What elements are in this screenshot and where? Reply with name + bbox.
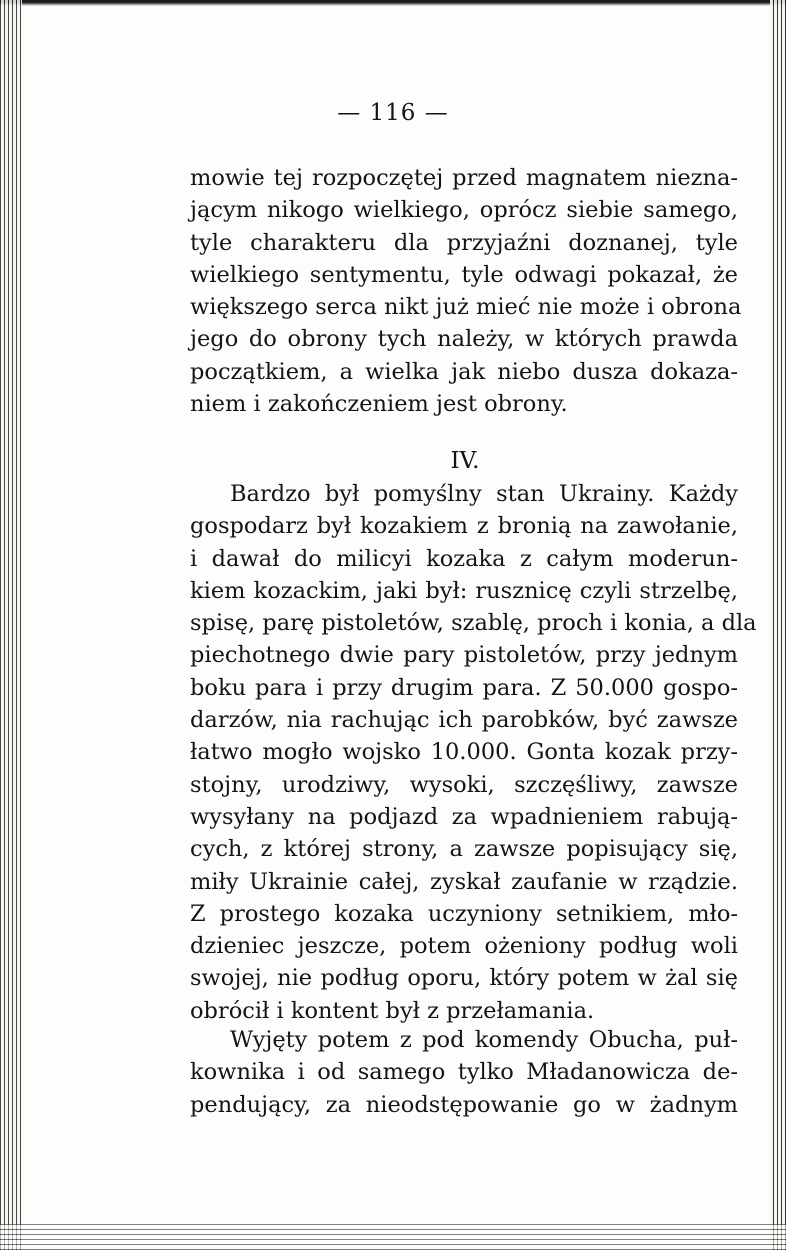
text-line: Bardzo był pomyślny stan Ukrainy. Każdy xyxy=(230,481,738,507)
section-heading: IV. xyxy=(450,448,480,474)
text-line: kownika i od samego tylko Mładanowicza de- xyxy=(190,1059,738,1086)
text-line: Wyjęty potem z pod komendy Obucha, puł- xyxy=(230,1027,738,1053)
paragraph-1 xyxy=(190,162,742,420)
text-line: wielkiego sentymentu, tyle odwagi pokazał, że xyxy=(190,261,738,288)
scan-binding-left xyxy=(0,0,22,1250)
text-line: pendujący, za nieodstępowanie go w żadnym xyxy=(190,1091,738,1118)
text-line: wysyłany na podjazd za wpadnieniem rabują- xyxy=(190,803,738,830)
text-line: darzów, nia rachując ich parobków, być zawsze xyxy=(190,707,738,734)
text-line: łatwo mogło wojsko 10.000. Gonta kozak przy- xyxy=(190,739,738,766)
scan-bottom-edge xyxy=(0,1224,786,1250)
text-line: gospodarz był kozakiem z bronią na zawołanie, xyxy=(190,513,738,540)
text-line: Z prostego kozaka uczyniony setnikiem, mło- xyxy=(190,900,738,927)
text-line: dzieniec jeszcze, potem ożeniony podług woli xyxy=(190,933,738,960)
text-line: piechotnego dwie pary pistoletów, przy jednym xyxy=(190,642,738,669)
text-line: cych, z której strony, a zawsze popisujący się, xyxy=(190,836,738,863)
text-line: spisę, parę pistoletów, szablę, proch i konia, a dla xyxy=(190,610,757,637)
text-line: większego serca nikt już mieć nie może i obrona xyxy=(190,294,742,321)
page-number: — 116 — xyxy=(337,100,449,126)
text-line: tyle charakteru dla przyjaźni doznanej, tyle xyxy=(190,229,738,256)
text-line: obrócił i kontent był z przełamania. xyxy=(190,997,595,1024)
scan-top-edge xyxy=(0,0,786,6)
text-line: miły Ukrainie całej, zyskał zaufanie w rządzie. xyxy=(190,868,738,895)
text-line: kiem kozackim, jaki był: rusznicę czyli strzelbę, xyxy=(190,577,738,604)
text-line: boku para i przy drugim para. Z 50.000 gospo- xyxy=(190,674,738,701)
scan-binding-right xyxy=(770,0,786,1250)
text-line: i dawał do milicyi kozaka z całym moderun- xyxy=(190,545,738,572)
text-line: stojny, urodziwy, wysoki, szczęśliwy, zawsze xyxy=(190,771,738,798)
text-line: mowie tej rozpoczętej przed magnatem niezna- xyxy=(190,165,738,191)
text-line: niem i zakończeniem jest obrony. xyxy=(190,391,568,418)
paragraph-2 xyxy=(190,478,757,1027)
text-line: początkiem, a wielka jak niebo dusza dokaza- xyxy=(190,358,738,385)
text-line: jego do obrony tych należy, w których prawda xyxy=(190,326,738,353)
text-line: swojej, nie podług oporu, który potem w żal się xyxy=(190,965,738,992)
text-line: jącym nikogo wielkiego, oprócz siebie samego, xyxy=(190,197,738,224)
paragraph-3 xyxy=(190,1024,738,1121)
